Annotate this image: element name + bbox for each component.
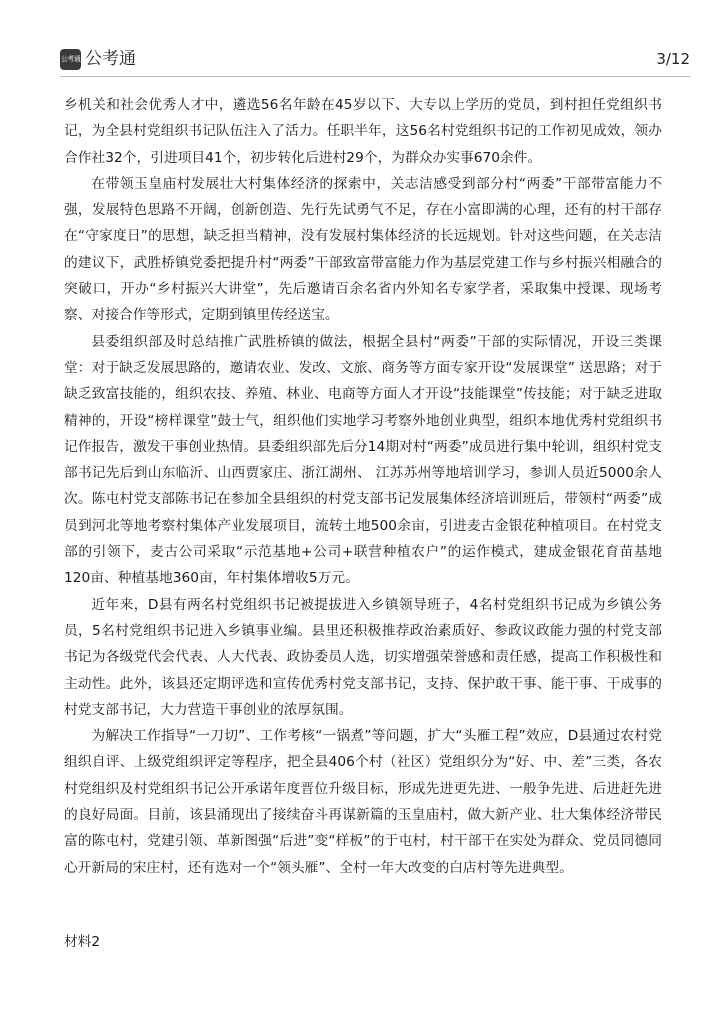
header-divider [60,76,690,77]
page-number: 3/12 [656,50,690,68]
logo-icon: 公考通 [60,49,81,70]
section-label: 材料2 [64,934,101,950]
paragraph-2: 在带领玉皇庙村发展壮大村集体经济的探索中，关志洁感受到部分村“两委”干部带富能力不强，发展特色思路不开阔，创新创造、先行先试勇气不足，存在小富即满的心理，还有的村干部存在“守家度日”的思想，缺乏担当精神，没有发展村集体经济的长远规划。针对这些问题，在关志洁的建议下，武胜桥镇党委把提升村“两委”干部致富带富能力作为基层党建工作与乡村振兴相融合的突破口，开办“乡村振兴大讲堂”，先后邀请百余名省内外知名专家学者，采取集中授课、现场考察、对接合作等形式，定期到镇里传经送宝。 [64,175,662,324]
document-body [64,92,662,881]
paragraph-1: 乡机关和社会优秀人才中，遴选56名年龄在45岁以下、大专以上学历的党员，到村担任党组织书记，为全县村党组织书记队伍注入了活力。任职半年，这56名村党组织书记的工作初见成效，领办合作社32个，引进项目41个，初步转化后进村29个，为群众办实事670余件。 [64,97,662,166]
paragraph-5: 为解决工作指导“一刀切”、工作考核“一锅煮”等问题，扩大“头雁工程”效应，D县通过农村党组织自评、上级党组织评定等程序，把全县406个村（社区）党组织分为“好、中、差”三类，各农村党组织及村党组织书记公开承诺年度晋位升级目标，形成先进更先进、一般争先进、后进赶先进的良好局面。目前，该县涌现出了接续奋斗再谋新篇的玉皇庙村，做大新产业、壮大集体经济带民富的陈屯村，党建引领、革新图强“后进”变“样板”的于屯村，村干部干在实处为群众、党员同德同心开新局的宋庄村，还有选对一个“领头雁”、全村一年大改变的白店村等先进典型。 [64,728,662,876]
paragraph-4: 近年来，D县有两名村党组织书记被提拔进入乡镇领导班子，4名村党组织书记成为乡镇公务员，5名村党组织书记进入乡镇事业编。县里还积极推荐政治素质好、参政议政能力强的村党支部书记为各级党代会代表、人大代表、政协委员人选，切实增强荣誉感和责任感，提高工作积极性和主动性。此外，该县还定期评选和宣传优秀村党支部书记，支持、保护敢干事、能干事、干成事的村党支部书记，大力营造干事创业的浓厚氛围。 [64,596,662,718]
paragraph-3: 县委组织部及时总结推广武胜桥镇的做法，根据全县村“两委”干部的实际情况，开设三类课堂：对于缺乏发展思路的，邀请农业、发改、文旅、商务等方面专家开设“发展课堂” 送思路；对于缺乏致富技能的，组织农技、养殖、林业、电商等方面人才开设“技能课堂”传技能；对于缺乏进取精神的，开设“榜样课堂”鼓士气，组织他们实地学习考察外地创业典型，组织本地优秀村党组织书记作报告，激发干事创业热情。县委组织部先后分14期对村“两委”成员进行集中轮训，组织村党支部书记先后到山东临沂、山西贾家庄、浙江湖州、 江苏苏州等地培训学习，参训人员近5000余人次。陈屯村党支部陈书记在参加全县组织的村党支部书记发展集体经济培训班后，带领村“两委”成员到河北等地考察村集体产业发展项目，流转土地500余亩，引进麦古金银花种植项目。在村党支部的引领下，麦古公司采取“示范基地+公司+联营种植农户”的运作模式，建成金银花育苗基地120亩、种植基地360亩，年村集体增收5万元。 [64,333,662,587]
page-header [0,0,724,78]
brand-name: 公考通 [85,49,136,69]
